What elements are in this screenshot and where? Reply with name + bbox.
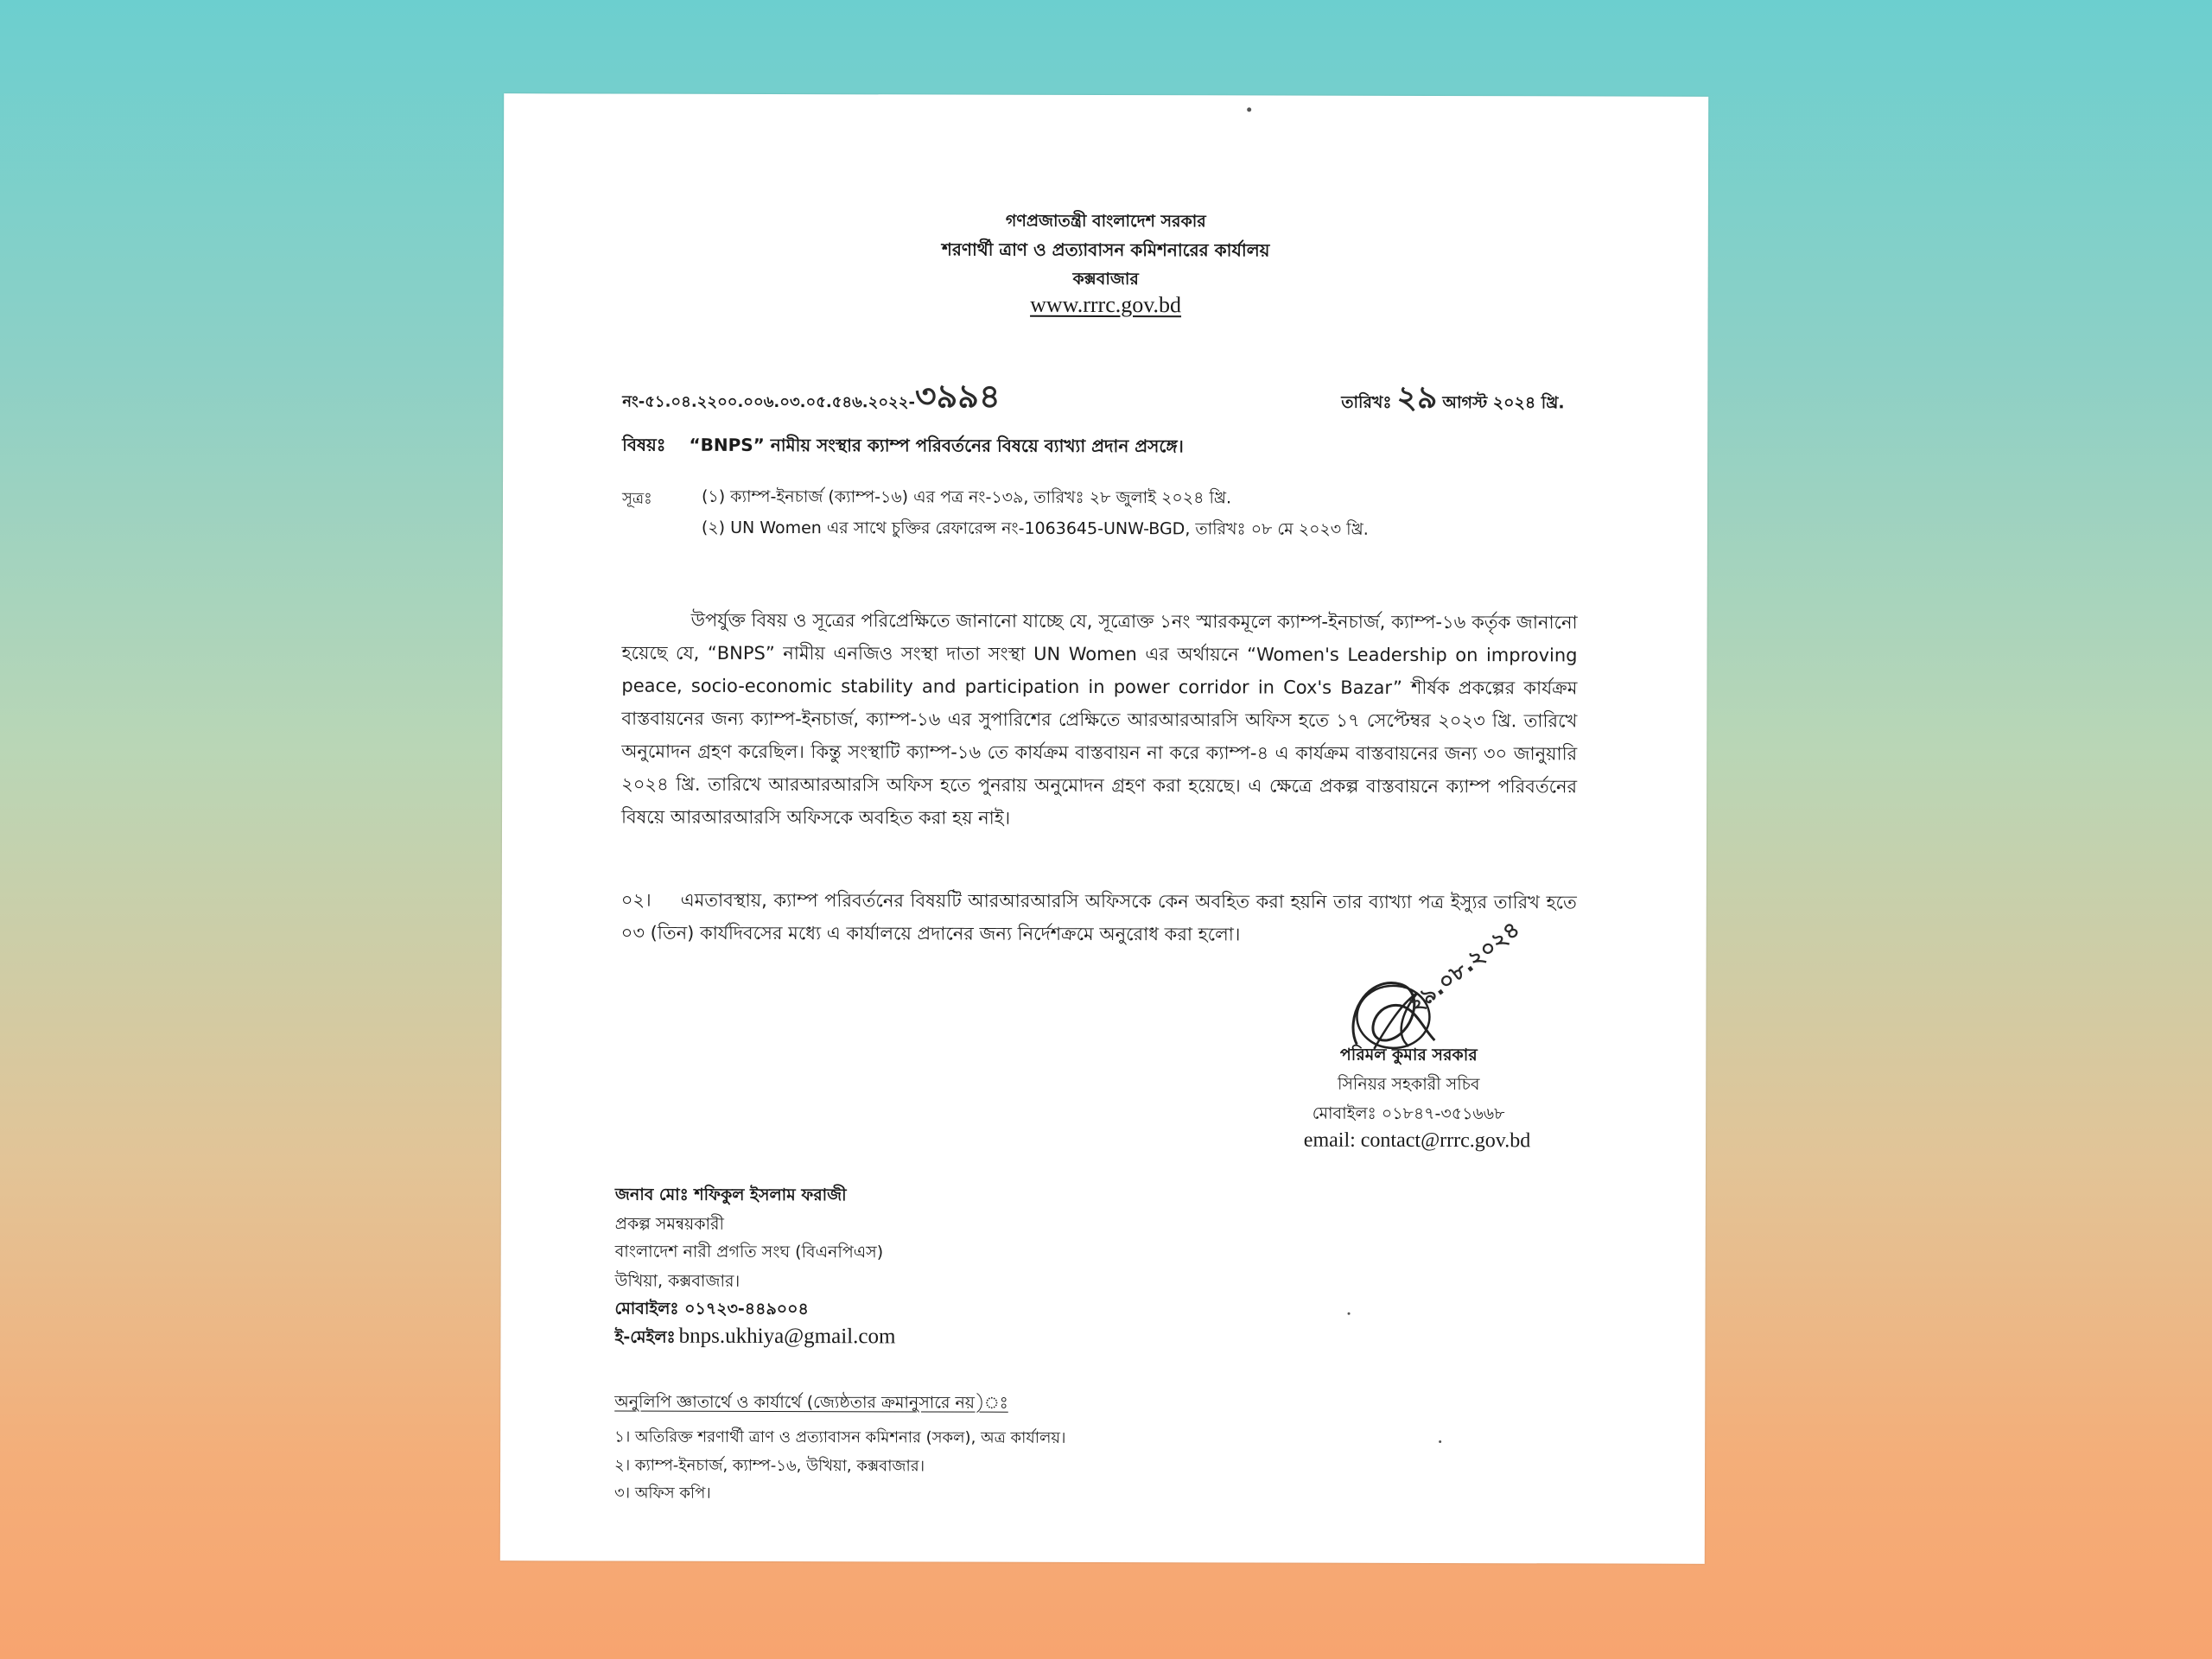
date-label: তারিখঃ [1341,392,1392,412]
subject-text: “BNPS” নামীয় সংস্থার ক্যাম্প পরিবর্তনের বিষয়ে ব্যাখ্যা প্রদান প্রসঙ্গে। [689,434,1184,457]
copy-to-item-1: ১। অতিরিক্ত শরণার্থী ত্রাণ ও প্রত্যাবাসন কমিশনার (সকল), অত্র কার্যালয়। [614,1427,1066,1447]
recipient-designation: প্রকল্প সমন্বয়কারী [614,1214,724,1234]
website-link[interactable] [504,290,1708,320]
subject-line [622,433,1184,463]
subject-label: বিষয়ঃ [622,434,666,455]
copy-to-heading [614,1390,1008,1419]
paragraph-2-text: এমতাবস্থায়, ক্যাম্প পরিবর্তনের বিষয়টি আরআরআরসি অফিসকে কেন অবহিত করা হয়নি তার ব্যাখ্যা পত্র ইস্যুর তারিখ হতে ০৩ (তিন) কার্যদিবসের মধ্যে এ কার্যালয়ে প্রদানের জন্য নির্দেশক্রমে অনুরোধ করা হলো। [620,889,1577,945]
website-text[interactable]: www.rrrc.gov.bd [1030,291,1182,318]
memo-date [1341,374,1565,427]
signature-date-handwritten: ২৯.০৮.২০২৪ [1403,916,1525,1020]
signatory-name: পরিমল কুমার সরকার [1339,1045,1478,1065]
signatory-email: email: contact@rrrc.gov.bd [1303,1128,1531,1153]
recipient-email-label: ই-মেইলঃ [614,1327,676,1347]
reference-item-2: (২) UN Women এর সাথে চুক্তির রেফারেন্স নং-1063645-UNW-BGD, তারিখঃ ০৮ মে ২০২৩ খ্রি. [701,518,1369,539]
memo-number-prefix: নং-৫১.০৪.২২০০.০০৬.০৩.০৫.৫৪৬.২০২২- [622,392,915,412]
scan-speck [1348,1313,1351,1315]
recipient-organization: বাংলাদেশ নারী প্রগতি সংঘ (বিএনপিএস) [614,1242,884,1262]
recipient-email [614,1325,895,1354]
reference-label: সূত্রঃ [621,489,652,508]
recipient-address: উখিয়া, কক্সবাজার। [614,1271,741,1291]
signatory-mobile: মোবাইলঃ ০১৮৪৭-৩৫১৬৬৮ [1312,1103,1505,1124]
government-name: গণপ্রজাতন্ত্রী বাংলাদেশ সরকার [1005,211,1206,232]
office-name: শরণার্থী ত্রাণ ও প্রত্যাবাসন কমিশনারের কার্যালয় [942,238,1270,261]
scan-speck [1247,107,1251,111]
recipient-name: জনাব মোঃ শফিকুল ইসলাম ফরাজী [614,1185,847,1205]
letter-document [500,93,1708,1564]
copy-to-item-2: ২। ক্যাম্প-ইনচার্জ, ক্যাম্প-১৬, উখিয়া, কক্সবাজার। [614,1456,925,1476]
reference-item-1: (১) ক্যাম্প-ইনচার্জ (ক্যাম্প-১৬) এর পত্র নং-১৩৯, তারিখঃ ২৮ জুলাই ২০২৪ খ্রি. [701,486,1232,508]
copy-to-item-3: ৩। অফিস কপি। [613,1484,711,1503]
memo-number [622,371,1000,427]
paragraph-2-number: ০২। [620,889,652,911]
office-location: কক্সবাজার [1072,269,1139,289]
signatory-designation: সিনিয়র সহকারী সচিব [1337,1074,1480,1095]
memo-number-handwritten: ৩৯৯৪ [914,377,1001,416]
date-day-handwritten: ২৯ [1396,379,1438,416]
recipient-mobile: মোবাইলঃ ০১৭২৩-৪৪৯০০৪ [614,1299,809,1319]
copy-to-heading-text: অনুলিপি জ্ঞাতার্থে ও কার্যার্থে (জ্যেষ্ঠতার ক্রমানুসারে নয়)ঃ [614,1392,1008,1413]
date-rest: আগস্ট ২০২৪ খ্রি. [1442,393,1565,413]
body-paragraph-1: উপর্যুক্ত বিষয় ও সূত্রের পরিপ্রেক্ষিতে জানানো যাচ্ছে যে, সূত্রোক্ত ১নং স্মারকমূলে ক্যাম্প-ইনচার্জ, ক্যাম্প-১৬ কর্তৃক জানানো হয়েছে যে, “BNPS” নামীয় এনজিও সংস্থা দাতা সংস্থা UN Women এর অর্থায়নে “Women's Leadership on improving peace, socio-economic stability and participation in power corridor in Cox's Bazar” শীর্ষক প্রকল্পের কার্যক্রম বাস্তবায়নের জন্য ক্যাম্প-ইনচার্জ, ক্যাম্প-১৬ এর সুপারিশের প্রেক্ষিতে আরআরআরসি অফিস হতে ১৭ সেপ্টেম্বর ২০২৩ খ্রি. তারিখে অনুমোদন গ্রহণ করেছিল। কিন্তু সংস্থাটি ক্যাম্প-১৬ তে কার্যক্রম বাস্তবায়ন না করে ক্যাম্প-৪ এ কার্যক্রম বাস্তবায়নের জন্য ৩০ জানুয়ারি ২০২৪ খ্রি. তারিখে আরআরআরসি অফিস হতে পুনরায় অনুমোদন গ্রহণ করা হয়েছে। এ ক্ষেত্রে প্রকল্প বাস্তবায়নে ক্যাম্প পরিবর্তনের বিষয়ে আরআরআরসি অফিসকে অবহিত করা হয় নাই। [621,609,1578,829]
scan-speck [1439,1440,1441,1443]
recipient-email-value: bnps.ukhiya@gmail.com [678,1324,896,1349]
body-paragraph-2 [621,884,1577,952]
